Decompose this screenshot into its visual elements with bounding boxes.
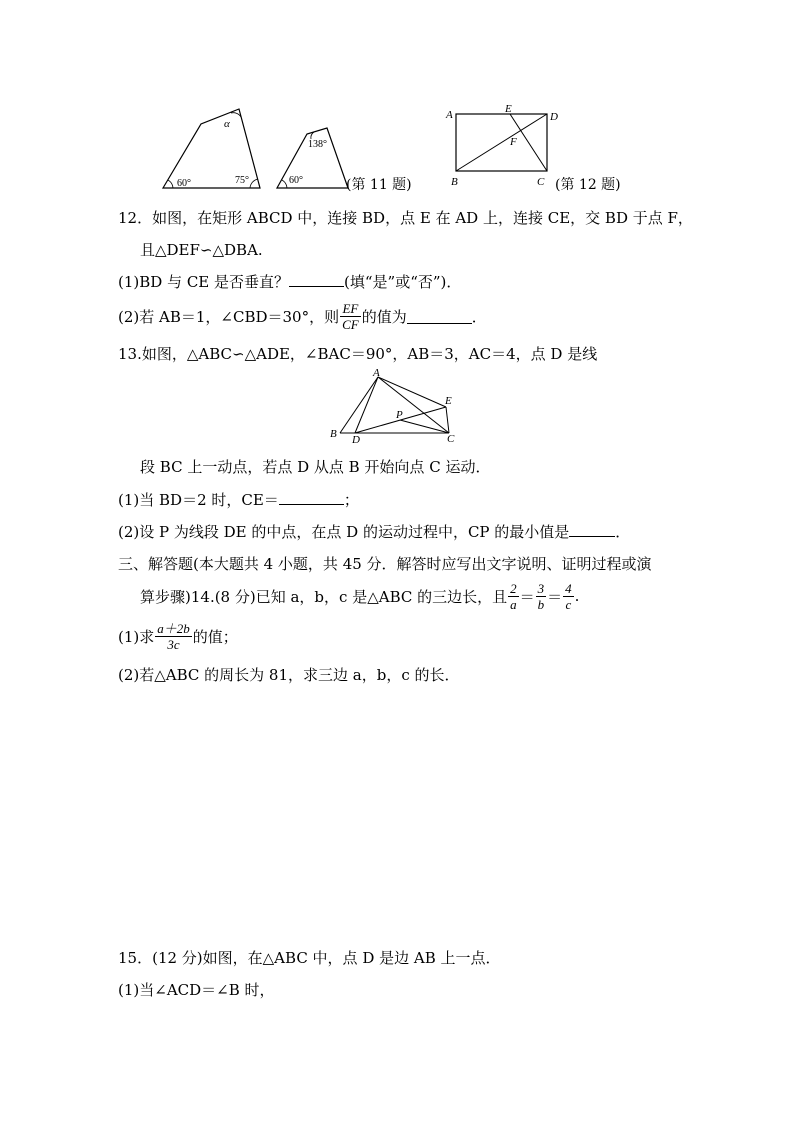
fig12-label-B: B <box>451 176 458 188</box>
section3-heading: 三、解答题(本大题共 4 小题，共 45 分．解答时应写出文字说明、证明过程或演 <box>118 555 652 573</box>
q14-fraction-4-c-numerator: 4 <box>565 580 572 596</box>
fig13-label-B: B <box>330 428 337 440</box>
fig12-label-C: C <box>537 176 545 188</box>
q13-part2-text: (2)设 P 为线段 DE 的中点，在点 D 的运动过程中，CP 的最小值是 <box>118 523 570 541</box>
q14-fraction-2-a-denominator: a <box>510 596 517 612</box>
q14-stem-text: 算步骤)14.(8 分)已知 a，b，c 是△ABC 的三边长，且 <box>140 587 508 606</box>
fig13-segment-EC <box>446 407 449 433</box>
q14-fraction-3-b-numerator: 3 <box>537 580 545 596</box>
fig12-caption: (第 12 题) <box>555 177 621 193</box>
q12-fraction-ef-cf <box>340 301 361 332</box>
q13-part2-answer-blank[interactable] <box>569 522 615 537</box>
q12-part1 <box>118 271 461 292</box>
q14-fraction-4-c <box>563 581 574 612</box>
q14-fraction-3-b <box>536 581 547 612</box>
q14-fraction-expression-numerator: a＋2b <box>157 620 190 636</box>
fig11-angle-mark-alpha <box>231 113 241 117</box>
q14-fraction-expression-denominator: 3c <box>167 636 180 652</box>
q13-part1 <box>118 489 359 510</box>
fig13-segment-AB <box>340 377 378 433</box>
fig11-angle-75: 75° <box>235 175 249 186</box>
q13-part1-answer-blank[interactable] <box>279 490 344 505</box>
q13-line1: 13.如图，△ABC∽△ADE，∠BAC＝90°，AB＝3，AC＝4，点 D 是线 <box>118 345 598 363</box>
fig11-angle-mark-60-right <box>282 180 287 188</box>
q14-part1-suffix: 的值； <box>192 627 238 646</box>
fig11-angle-60b: 60° <box>289 175 303 186</box>
figure-12 <box>440 100 565 192</box>
q12-fraction-numerator: EF <box>340 301 361 317</box>
q12-line2: 且△DEF∽△DBA. <box>140 241 263 259</box>
fig12-label-D: D <box>550 111 558 123</box>
q13-part1-text: (1)当 BD＝2 时，CE＝ <box>118 491 279 509</box>
figure-13 <box>325 366 465 446</box>
q15-part1: (1)当∠ACD＝∠B 时， <box>118 981 275 999</box>
q14-part2: (2)若△ABC 的周长为 81，求三边 a，b，c 的长． <box>118 666 460 684</box>
q12-part2-text: (2)若 AB＝1，∠CBD＝30°，则 <box>118 307 340 326</box>
fig11-angle-60a: 60° <box>177 178 191 189</box>
fig11-angle-138: 138° <box>308 139 327 150</box>
q13-part2 <box>118 521 630 542</box>
q13-part2-suffix: ． <box>615 523 631 541</box>
q14-stem-period: . <box>574 587 580 605</box>
q12-part1-text: (1)BD 与 CE 是否垂直？ <box>118 273 290 291</box>
fig12-label-F: F <box>510 136 517 148</box>
q14-equals-1: ＝ <box>519 587 535 606</box>
fig11-quadrilateral-right <box>277 128 348 188</box>
fig13-label-E: E <box>445 395 452 407</box>
q14-fraction-3-b-denominator: b <box>537 596 545 612</box>
fig11-alpha: α <box>224 118 230 130</box>
q14-part1 <box>118 615 238 657</box>
q13-part1-suffix: ； <box>343 491 359 509</box>
fig11-angle-mark-75 <box>250 179 258 188</box>
q14-fraction-2-a <box>508 581 519 612</box>
fig13-label-C: C <box>447 433 455 445</box>
fig13-label-D: D <box>352 434 360 446</box>
fig13-segment-AE <box>378 377 446 407</box>
fig13-segment-CP <box>400 420 449 433</box>
q12-part1-suffix: (填“是”或“否”)． <box>344 273 462 291</box>
fig11-angle-mark-60-left <box>168 180 173 188</box>
fig11-caption: (第 11 题) <box>346 177 412 193</box>
q12-fraction-denominator: CF <box>342 316 359 332</box>
q13-line2: 段 BC 上一动点，若点 D 从点 B 开始向点 C 运动． <box>140 458 491 476</box>
q14-equals-2: ＝ <box>547 587 563 606</box>
q15-line1: 15．(12 分)如图，在△ABC 中，点 D 是边 AB 上一点． <box>118 949 501 967</box>
q14-part1-text: (1)求 <box>118 627 155 646</box>
fig13-label-A: A <box>373 367 380 379</box>
fig12-diagonal-BD <box>456 114 547 171</box>
q14-stem <box>140 575 579 617</box>
q12-part2 <box>118 296 487 336</box>
fig13-segment-AC <box>378 377 449 433</box>
q12-part2-suffix: ． <box>471 307 487 326</box>
fig12-label-E: E <box>505 103 512 115</box>
q14-fraction-expression <box>155 621 192 652</box>
q12-part2-mid: 的值为 <box>361 307 407 326</box>
q14-fraction-2-a-numerator: 2 <box>510 580 517 596</box>
q12-line1: 12．如图，在矩形 ABCD 中，连接 BD，点 E 在 AD 上，连接 CE，交 BD 于点 F， <box>118 209 693 227</box>
q12-part2-answer-blank[interactable] <box>407 309 472 324</box>
fig12-label-A: A <box>446 109 453 121</box>
q12-part1-answer-blank[interactable] <box>289 272 344 287</box>
fig13-label-P: P <box>396 409 403 421</box>
q14-fraction-4-c-denominator: c <box>565 596 572 612</box>
